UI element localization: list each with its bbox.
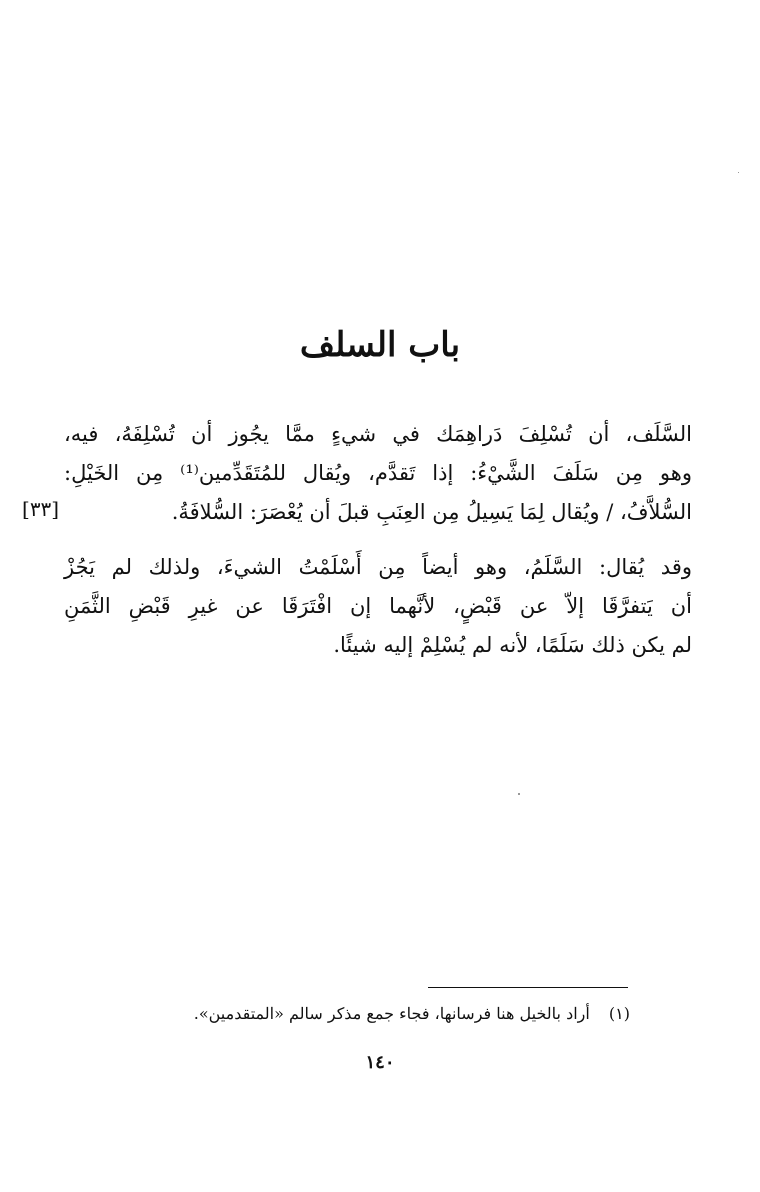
paragraph-1-line-2: وهو مِن سَلَفَ الشَّيْءُ: إذا تَقدَّم، ويُقال للمُتَقَدِّمين⁽¹⁾ مِن الخَيْلِ: [64, 461, 692, 485]
paragraph-1-line-3: السُّلاَّفُ، / ويُقال لِمَا يَسِيلُ مِن العِنَبِ قبلَ أن يُعْصَرَ: السُّلافَةُ. [171, 500, 692, 524]
page-number: ١٤٠ [365, 1052, 395, 1073]
paragraph-2-line-3: لم يكن ذلك سَلَمًا، لأنه لم يُسْلِمْ إليه شيئًا. [333, 633, 692, 657]
chapter-heading: باب السلف [299, 325, 461, 365]
paragraph-1 [64, 415, 692, 532]
paragraph-2-line-1: وقد يُقال: السَّلَمُ، وهو أيضاً مِن أَسْلَمْتُ الشيءَ، ولذلك لم يَجُزْ [64, 555, 692, 579]
footnote-text: أراد بالخيل هنا فرسانها، فجاء جمع مذكر سالم «المتقدمين». [193, 1004, 590, 1023]
scan-speck [738, 172, 739, 173]
footnote [70, 1000, 630, 1028]
scan-speck [518, 793, 520, 795]
footnote-number: (١) [608, 1004, 630, 1023]
paragraph-1-line-1: السَّلَف، أن تُسْلِفَ دَراهِمَك في شيءٍ ممَّا يجُوز أن تُسْلِفَهُ، فيه، [64, 422, 692, 446]
paragraph-2-line-2: أن يَتفرَّقَا إلاّ عن قَبْضٍ، لأنَّهما إن افْتَرَقَا عن غيرِ قَبْضِ الثَّمَنِ [64, 594, 692, 618]
paragraph-2 [64, 548, 692, 665]
footnote-divider [428, 987, 628, 988]
manuscript-folio-reference: [٣٣] [22, 497, 60, 521]
